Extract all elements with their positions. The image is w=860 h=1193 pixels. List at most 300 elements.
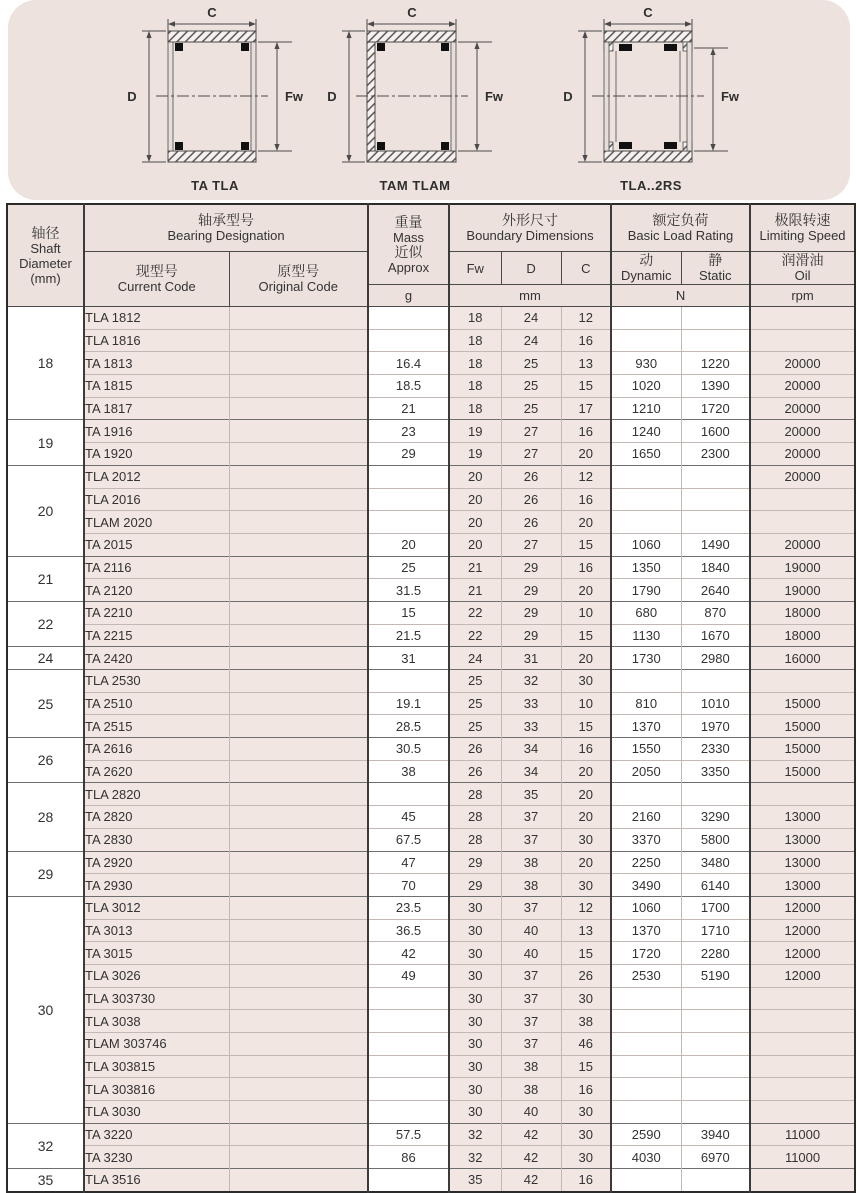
c-cell: 20 [561, 760, 611, 783]
c-cell: 20 [561, 851, 611, 874]
d-cell: 32 [501, 670, 561, 693]
oil-speed-cell: 19000 [750, 579, 855, 602]
dynamic-load-cell [611, 1078, 681, 1101]
shaft-diameter-cell: 22 [7, 601, 84, 646]
static-load-cell [681, 307, 750, 330]
fw-cell: 30 [449, 1033, 501, 1056]
original-code-cell [229, 1146, 368, 1169]
static-load-cell: 1600 [681, 420, 750, 443]
static-load-cell: 2280 [681, 942, 750, 965]
c-cell: 16 [561, 1169, 611, 1192]
c-cell: 13 [561, 352, 611, 375]
current-code-cell: TLA 303815 [84, 1055, 229, 1078]
d-cell: 27 [501, 420, 561, 443]
c-cell: 20 [561, 443, 611, 466]
d-cell: 25 [501, 375, 561, 398]
c-cell: 13 [561, 919, 611, 942]
dynamic-load-cell [611, 670, 681, 693]
header-limiting-speed: 极限转速 Limiting Speed [750, 204, 855, 252]
mass-cell: 86 [368, 1146, 449, 1169]
oil-speed-cell [750, 1055, 855, 1078]
table-row [7, 964, 855, 987]
original-code-cell [229, 896, 368, 919]
d-cell: 31 [501, 647, 561, 670]
fw-cell: 32 [449, 1146, 501, 1169]
table-row [7, 896, 855, 919]
d-cell: 33 [501, 715, 561, 738]
original-code-cell [229, 329, 368, 352]
header-mass: 重量 Mass 近似 Approx [368, 204, 449, 285]
dim-label-d: D [127, 89, 137, 104]
oil-speed-cell: 12000 [750, 964, 855, 987]
table-row [7, 919, 855, 942]
current-code-cell: TA 3220 [84, 1123, 229, 1146]
fw-cell: 30 [449, 1101, 501, 1124]
mass-cell: 21.5 [368, 624, 449, 647]
d-cell: 38 [501, 1078, 561, 1101]
fw-cell: 29 [449, 874, 501, 897]
current-code-cell: TA 2420 [84, 647, 229, 670]
mass-cell [368, 488, 449, 511]
mass-cell [368, 465, 449, 488]
static-load-cell: 3290 [681, 806, 750, 829]
mass-cell [368, 511, 449, 534]
dynamic-load-cell [611, 488, 681, 511]
shaft-diameter-cell: 28 [7, 783, 84, 851]
fw-cell: 25 [449, 670, 501, 693]
static-load-cell: 3940 [681, 1123, 750, 1146]
static-load-cell: 2300 [681, 443, 750, 466]
original-code-cell [229, 874, 368, 897]
c-cell: 16 [561, 738, 611, 761]
dynamic-load-cell: 930 [611, 352, 681, 375]
original-code-cell [229, 715, 368, 738]
oil-speed-cell [750, 670, 855, 693]
d-cell: 42 [501, 1169, 561, 1192]
fw-cell: 20 [449, 465, 501, 488]
oil-speed-cell: 15000 [750, 715, 855, 738]
fw-cell: 18 [449, 307, 501, 330]
d-cell: 38 [501, 851, 561, 874]
dim-label-fw: Fw [484, 89, 504, 104]
table-row [7, 329, 855, 352]
table-row [7, 987, 855, 1010]
c-cell: 12 [561, 307, 611, 330]
c-cell: 16 [561, 556, 611, 579]
original-code-cell [229, 1169, 368, 1192]
oil-speed-cell [750, 1101, 855, 1124]
d-cell: 25 [501, 397, 561, 420]
table-body [7, 307, 855, 1192]
mass-cell: 29 [368, 443, 449, 466]
c-cell: 15 [561, 375, 611, 398]
fw-cell: 30 [449, 919, 501, 942]
c-cell: 16 [561, 329, 611, 352]
c-cell: 20 [561, 783, 611, 806]
original-code-cell [229, 964, 368, 987]
original-code-cell [229, 828, 368, 851]
oil-speed-cell [750, 488, 855, 511]
current-code-cell: TLA 1816 [84, 329, 229, 352]
mass-cell: 31.5 [368, 579, 449, 602]
current-code-cell: TA 2510 [84, 692, 229, 715]
current-code-cell: TA 2215 [84, 624, 229, 647]
current-code-cell: TLA 3038 [84, 1010, 229, 1033]
static-load-cell: 5190 [681, 964, 750, 987]
table-row [7, 783, 855, 806]
current-code-cell: TA 1817 [84, 397, 229, 420]
table-row [7, 647, 855, 670]
fw-cell: 21 [449, 556, 501, 579]
static-load-cell: 6970 [681, 1146, 750, 1169]
static-load-cell [681, 1078, 750, 1101]
shaft-diameter-cell: 35 [7, 1169, 84, 1192]
fw-cell: 35 [449, 1169, 501, 1192]
current-code-cell: TLA 2016 [84, 488, 229, 511]
c-cell: 17 [561, 397, 611, 420]
d-cell: 26 [501, 488, 561, 511]
diagram-caption-ta-tla: TA TLA [191, 178, 239, 193]
c-cell: 20 [561, 806, 611, 829]
original-code-cell [229, 692, 368, 715]
static-load-cell: 1010 [681, 692, 750, 715]
c-cell: 20 [561, 511, 611, 534]
original-code-cell [229, 307, 368, 330]
original-code-cell [229, 533, 368, 556]
mass-cell: 57.5 [368, 1123, 449, 1146]
oil-speed-cell: 15000 [750, 738, 855, 761]
table-row [7, 1078, 855, 1101]
fw-cell: 24 [449, 647, 501, 670]
oil-speed-cell [750, 329, 855, 352]
fw-cell: 28 [449, 828, 501, 851]
fw-cell: 30 [449, 896, 501, 919]
original-code-cell [229, 738, 368, 761]
mass-cell [368, 987, 449, 1010]
static-load-cell [681, 670, 750, 693]
d-cell: 25 [501, 352, 561, 375]
header-oil: 润滑油 Oil [750, 252, 855, 285]
original-code-cell [229, 556, 368, 579]
static-load-cell: 3480 [681, 851, 750, 874]
current-code-cell: TA 3230 [84, 1146, 229, 1169]
dynamic-load-cell [611, 783, 681, 806]
c-cell: 10 [561, 601, 611, 624]
table-row [7, 601, 855, 624]
original-code-cell [229, 375, 368, 398]
d-cell: 37 [501, 1033, 561, 1056]
fw-cell: 18 [449, 329, 501, 352]
fw-cell: 32 [449, 1123, 501, 1146]
current-code-cell: TA 2920 [84, 851, 229, 874]
original-code-cell [229, 919, 368, 942]
shaft-diameter-cell: 18 [7, 307, 84, 420]
mass-cell: 45 [368, 806, 449, 829]
d-cell: 26 [501, 465, 561, 488]
table-row [7, 1146, 855, 1169]
header-shaft-diameter: 轴径 Shaft Diameter (mm) [7, 204, 84, 307]
c-cell: 30 [561, 987, 611, 1010]
mass-cell: 18.5 [368, 375, 449, 398]
diagram-caption-tla-2rs: TLA..2RS [620, 178, 682, 193]
static-load-cell: 5800 [681, 828, 750, 851]
fw-cell: 30 [449, 964, 501, 987]
header-c: C [561, 252, 611, 285]
dynamic-load-cell: 1370 [611, 919, 681, 942]
oil-speed-cell: 20000 [750, 420, 855, 443]
mass-cell: 21 [368, 397, 449, 420]
static-load-cell [681, 488, 750, 511]
d-cell: 33 [501, 692, 561, 715]
c-cell: 30 [561, 1146, 611, 1169]
d-cell: 38 [501, 874, 561, 897]
table-row [7, 465, 855, 488]
current-code-cell: TA 2015 [84, 533, 229, 556]
oil-speed-cell: 20000 [750, 533, 855, 556]
dynamic-load-cell: 2250 [611, 851, 681, 874]
dim-label-c: C [407, 5, 417, 20]
oil-speed-cell: 11000 [750, 1146, 855, 1169]
static-load-cell: 2330 [681, 738, 750, 761]
shaft-diameter-cell: 26 [7, 738, 84, 783]
current-code-cell: TA 2930 [84, 874, 229, 897]
header-current-code: 现型号 Current Code [84, 252, 229, 307]
shaft-diameter-cell: 29 [7, 851, 84, 896]
current-code-cell: TA 2620 [84, 760, 229, 783]
c-cell: 15 [561, 624, 611, 647]
dynamic-load-cell: 1060 [611, 533, 681, 556]
current-code-cell: TLA 3516 [84, 1169, 229, 1192]
dim-label-d: D [563, 89, 573, 104]
bearing-drawing-icon [556, 4, 746, 182]
header-unit-g: g [368, 285, 449, 307]
shaft-diameter-cell: 32 [7, 1123, 84, 1168]
static-load-cell [681, 1033, 750, 1056]
static-load-cell [681, 1101, 750, 1124]
shaft-diameter-cell: 30 [7, 896, 84, 1123]
dynamic-load-cell: 1350 [611, 556, 681, 579]
c-cell: 15 [561, 533, 611, 556]
dynamic-load-cell: 1130 [611, 624, 681, 647]
d-cell: 37 [501, 896, 561, 919]
table-row [7, 443, 855, 466]
dynamic-load-cell: 2590 [611, 1123, 681, 1146]
dynamic-load-cell [611, 1010, 681, 1033]
original-code-cell [229, 670, 368, 693]
original-code-cell [229, 624, 368, 647]
static-load-cell: 1670 [681, 624, 750, 647]
oil-speed-cell: 20000 [750, 465, 855, 488]
static-load-cell [681, 1169, 750, 1192]
table-header [7, 204, 855, 307]
c-cell: 16 [561, 1078, 611, 1101]
static-load-cell: 2980 [681, 647, 750, 670]
current-code-cell: TA 2120 [84, 579, 229, 602]
table-row [7, 488, 855, 511]
mass-cell: 23 [368, 420, 449, 443]
static-load-cell: 1720 [681, 397, 750, 420]
original-code-cell [229, 1055, 368, 1078]
mass-cell: 38 [368, 760, 449, 783]
d-cell: 26 [501, 511, 561, 534]
current-code-cell: TLA 303816 [84, 1078, 229, 1101]
oil-speed-cell [750, 1033, 855, 1056]
d-cell: 34 [501, 760, 561, 783]
d-cell: 40 [501, 1101, 561, 1124]
diagram-banner [8, 0, 850, 200]
original-code-cell [229, 443, 368, 466]
dynamic-load-cell: 4030 [611, 1146, 681, 1169]
oil-speed-cell: 12000 [750, 919, 855, 942]
table-row [7, 352, 855, 375]
oil-speed-cell: 12000 [750, 942, 855, 965]
table-row [7, 874, 855, 897]
mass-cell [368, 1055, 449, 1078]
oil-speed-cell [750, 1010, 855, 1033]
current-code-cell: TA 2820 [84, 806, 229, 829]
mass-cell: 16.4 [368, 352, 449, 375]
fw-cell: 26 [449, 760, 501, 783]
table-row [7, 375, 855, 398]
dim-label-d: D [327, 89, 337, 104]
d-cell: 29 [501, 601, 561, 624]
mass-cell: 70 [368, 874, 449, 897]
oil-speed-cell [750, 987, 855, 1010]
current-code-cell: TLA 1812 [84, 307, 229, 330]
dynamic-load-cell: 1720 [611, 942, 681, 965]
mass-cell: 47 [368, 851, 449, 874]
dynamic-load-cell: 1020 [611, 375, 681, 398]
original-code-cell [229, 942, 368, 965]
fw-cell: 22 [449, 601, 501, 624]
fw-cell: 30 [449, 1055, 501, 1078]
header-boundary-dimensions: 外形尺寸 Boundary Dimensions [449, 204, 611, 252]
table-row [7, 420, 855, 443]
dynamic-load-cell: 680 [611, 601, 681, 624]
table-row [7, 715, 855, 738]
original-code-cell [229, 647, 368, 670]
d-cell: 29 [501, 579, 561, 602]
diagram-caption-tam-tlam: TAM TLAM [379, 178, 451, 193]
mass-cell: 67.5 [368, 828, 449, 851]
static-load-cell: 870 [681, 601, 750, 624]
mass-cell: 31 [368, 647, 449, 670]
fw-cell: 25 [449, 692, 501, 715]
static-load-cell: 1490 [681, 533, 750, 556]
mass-cell [368, 1078, 449, 1101]
mass-cell: 19.1 [368, 692, 449, 715]
c-cell: 30 [561, 1101, 611, 1124]
fw-cell: 30 [449, 1010, 501, 1033]
c-cell: 30 [561, 670, 611, 693]
fw-cell: 30 [449, 942, 501, 965]
oil-speed-cell [750, 307, 855, 330]
d-cell: 38 [501, 1055, 561, 1078]
table-row [7, 1101, 855, 1124]
c-cell: 30 [561, 828, 611, 851]
header-bearing-designation: 轴承型号 Bearing Designation [84, 204, 368, 252]
fw-cell: 21 [449, 579, 501, 602]
c-cell: 10 [561, 692, 611, 715]
dynamic-load-cell: 1650 [611, 443, 681, 466]
dynamic-load-cell [611, 1169, 681, 1192]
mass-cell [368, 783, 449, 806]
fw-cell: 19 [449, 443, 501, 466]
header-original-code: 原型号 Original Code [229, 252, 368, 307]
static-load-cell: 6140 [681, 874, 750, 897]
dynamic-load-cell: 1060 [611, 896, 681, 919]
oil-speed-cell: 16000 [750, 647, 855, 670]
shaft-diameter-cell: 20 [7, 465, 84, 556]
current-code-cell: TA 1916 [84, 420, 229, 443]
d-cell: 29 [501, 624, 561, 647]
table-row [7, 738, 855, 761]
oil-speed-cell: 15000 [750, 692, 855, 715]
oil-speed-cell: 18000 [750, 601, 855, 624]
current-code-cell: TLA 2012 [84, 465, 229, 488]
dynamic-load-cell: 1240 [611, 420, 681, 443]
fw-cell: 30 [449, 1078, 501, 1101]
c-cell: 15 [561, 1055, 611, 1078]
fw-cell: 28 [449, 783, 501, 806]
oil-speed-cell [750, 783, 855, 806]
fw-cell: 20 [449, 511, 501, 534]
fw-cell: 19 [449, 420, 501, 443]
mass-cell [368, 670, 449, 693]
current-code-cell: TA 3013 [84, 919, 229, 942]
d-cell: 37 [501, 1010, 561, 1033]
mass-cell [368, 1101, 449, 1124]
header-basic-load-rating: 额定负荷 Basic Load Rating [611, 204, 750, 252]
current-code-cell: TA 2830 [84, 828, 229, 851]
dynamic-load-cell: 3370 [611, 828, 681, 851]
dynamic-load-cell: 2530 [611, 964, 681, 987]
original-code-cell [229, 488, 368, 511]
d-cell: 37 [501, 828, 561, 851]
shaft-diameter-cell: 21 [7, 556, 84, 601]
current-code-cell: TA 2616 [84, 738, 229, 761]
current-code-cell: TLAM 2020 [84, 511, 229, 534]
current-code-cell: TLA 2820 [84, 783, 229, 806]
fw-cell: 20 [449, 488, 501, 511]
d-cell: 37 [501, 987, 561, 1010]
oil-speed-cell: 20000 [750, 397, 855, 420]
static-load-cell: 1970 [681, 715, 750, 738]
oil-speed-cell: 11000 [750, 1123, 855, 1146]
oil-speed-cell: 19000 [750, 556, 855, 579]
header-unit-rpm: rpm [750, 285, 855, 307]
oil-speed-cell [750, 511, 855, 534]
dim-label-c: C [207, 5, 217, 20]
static-load-cell [681, 511, 750, 534]
fw-cell: 26 [449, 738, 501, 761]
d-cell: 29 [501, 556, 561, 579]
fw-cell: 28 [449, 806, 501, 829]
original-code-cell [229, 1033, 368, 1056]
d-cell: 27 [501, 533, 561, 556]
fw-cell: 22 [449, 624, 501, 647]
original-code-cell [229, 579, 368, 602]
original-code-cell [229, 1010, 368, 1033]
dynamic-load-cell: 1550 [611, 738, 681, 761]
header-d: D [501, 252, 561, 285]
c-cell: 38 [561, 1010, 611, 1033]
c-cell: 20 [561, 647, 611, 670]
fw-cell: 30 [449, 987, 501, 1010]
c-cell: 16 [561, 420, 611, 443]
original-code-cell [229, 352, 368, 375]
c-cell: 12 [561, 896, 611, 919]
